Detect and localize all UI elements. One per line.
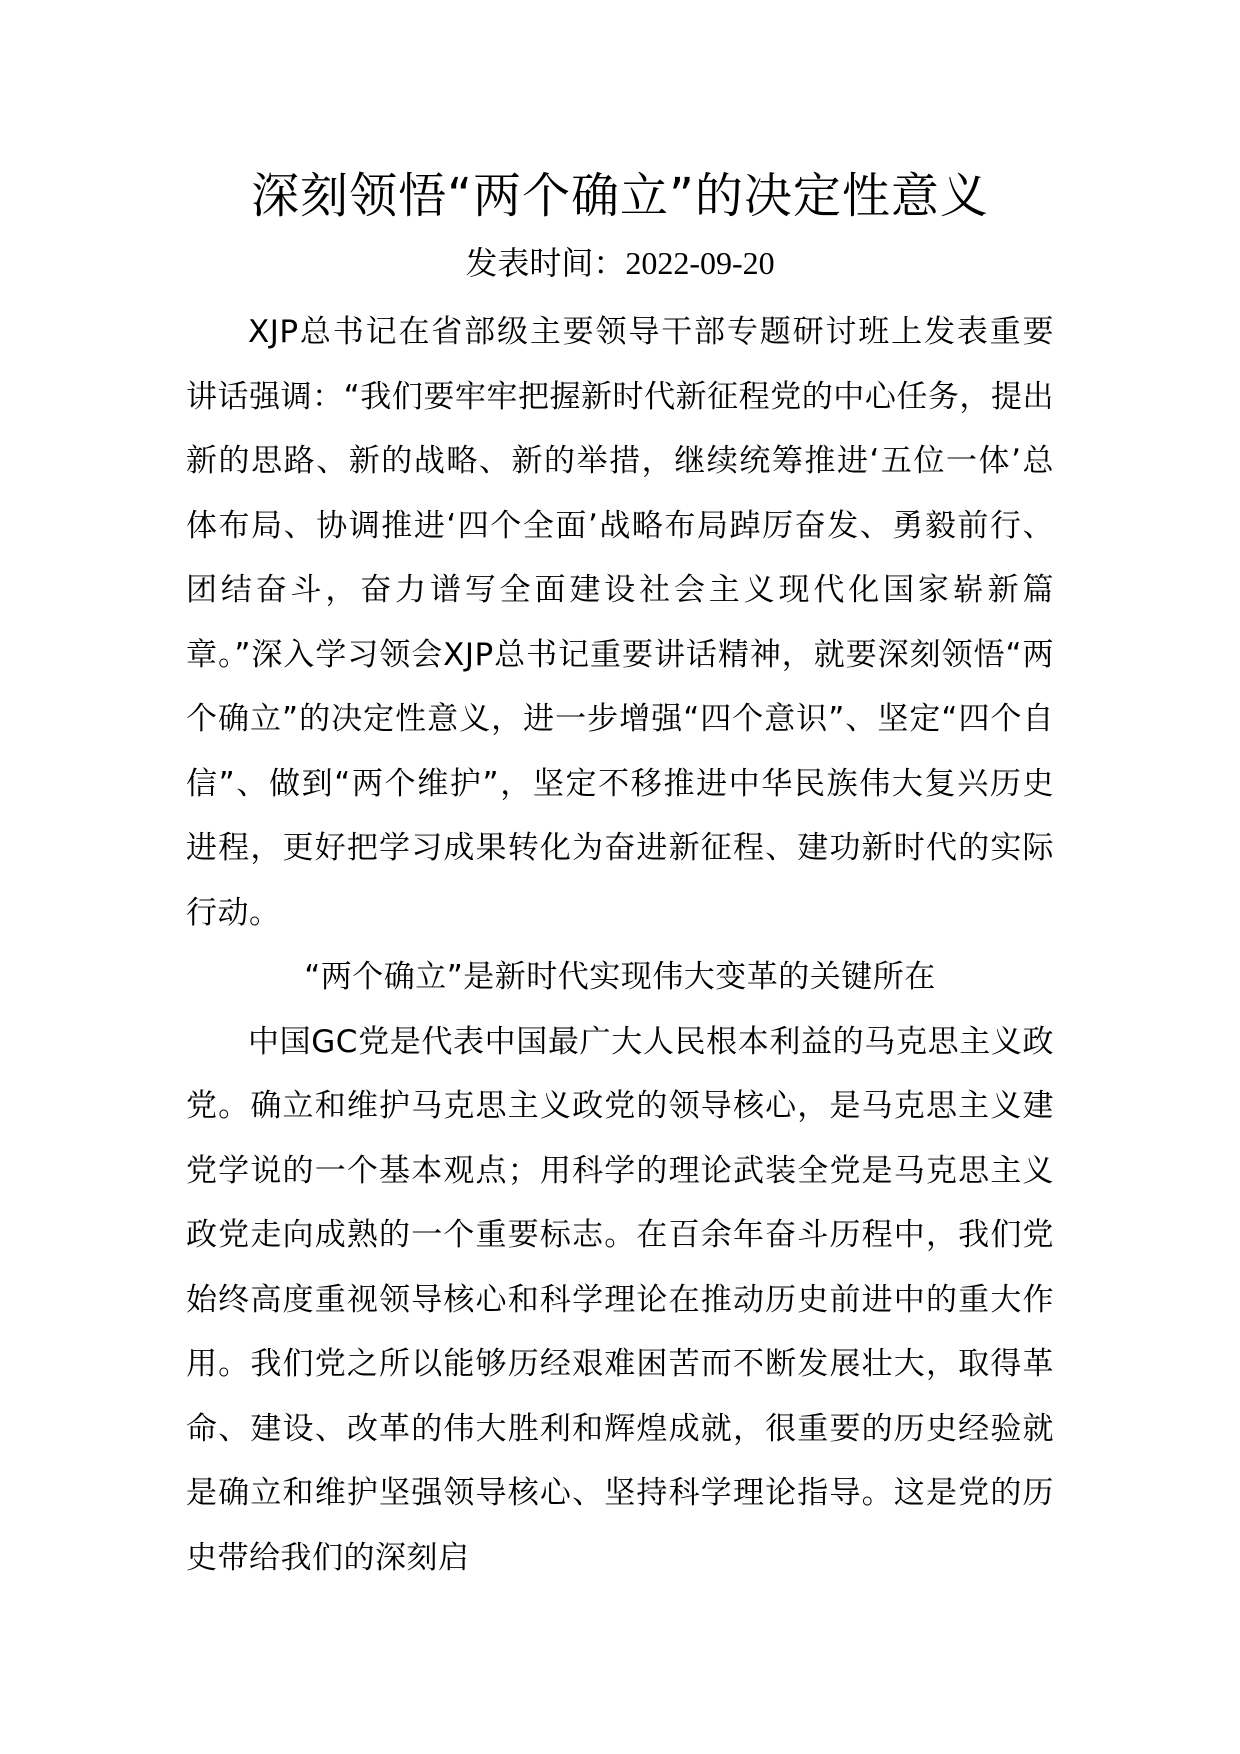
document-body — [186, 300, 1054, 1590]
section-heading: “两个确立”是新时代实现伟大变革的关键所在 — [304, 959, 936, 995]
paragraph-2: 中国GC党是代表中国最广大人民根本利益的马克思主义政党。确立和维护马克思主义政党的领导核心，是马克思主义建党学说的一个基本观点；用科学的理论武装全党是马克思主义政党走向成熟的一个重要标志。在百余年奋斗历程中，我们党始终高度重视领导核心和科学理论在推动历史前进中的重大作用。我们党之所以能够历经艰难困苦而不断发展壮大，取得革命、建设、改革的伟大胜利和辉煌成就，很重要的历史经验就是确立和维护坚强领导核心、坚持科学理论指导。这是党的历史带给我们的深刻启 — [186, 1023, 1054, 1576]
publish-date-value: 2022-09-20 — [625, 245, 775, 281]
publish-date — [0, 235, 1240, 291]
paragraph-1: XJP总书记在省部级主要领导干部专题研讨班上发表重要讲话强调：“我们要牢牢把握新时代新征程党的中心任务，提出新的思路、新的战略、新的举措，继续统筹推进‘五位一体’总体布局、协调推进‘四个全面’战略布局踔厉奋发、勇毅前行、团结奋斗，奋力谱写全面建设社会主义现代化国家崭新篇章。”深入学习领会XJP总书记重要讲话精神，就要深刻领悟“两个确立”的决定性意义，进一步增强“四个意识”、坚定“四个自信”、做到“两个维护”，坚定不移推进中华民族伟大复兴历史进程，更好把学习成果转化为奋进新征程、建功新时代的实际行动。 — [186, 314, 1054, 931]
publish-date-label: 发表时间： — [465, 244, 626, 282]
document-title: 深刻领悟“两个确立”的决定性意义 — [251, 168, 989, 224]
